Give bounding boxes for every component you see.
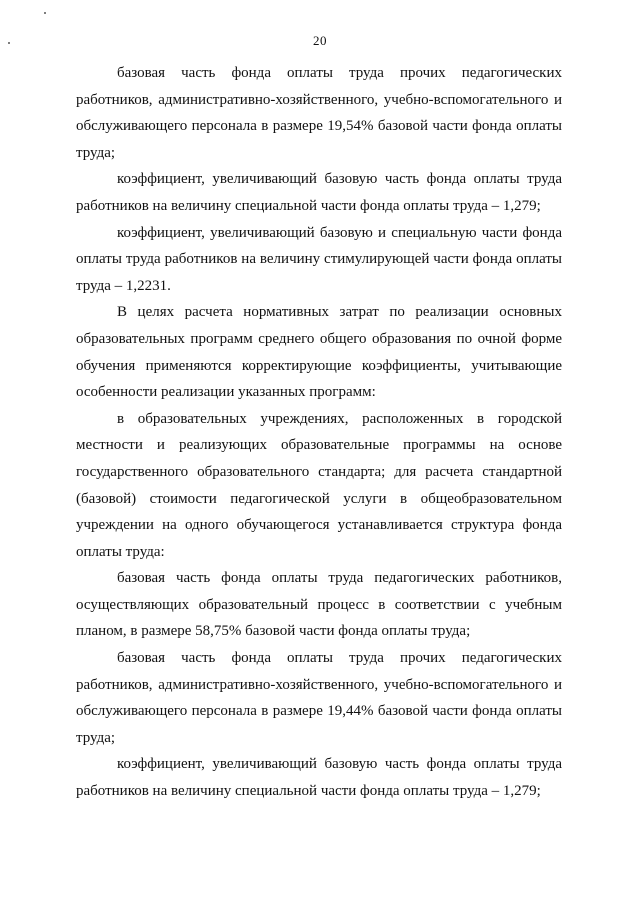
paragraph: В целях расчета нормативных затрат по реализации основных образовательных программ среднего общего образования по очной форме обучения применяются корректирующие коэффициенты, учитывающие особенности реализации указанных программ: <box>76 304 562 401</box>
document-body <box>76 60 562 805</box>
page-number: 20 <box>313 33 327 48</box>
paragraph: коэффициент, увеличивающий базовую часть фонда оплаты труда работников на величину специальной части фонда оплаты труда – 1,279; <box>76 171 562 214</box>
paragraph: базовая часть фонда оплаты труда педагогических работников, осуществляющих образовательный процесс в соответствии с учебным планом, в размере 58,75% базовой части фонда оплаты труда; <box>76 570 562 640</box>
scan-speck <box>44 12 46 14</box>
paragraph: базовая часть фонда оплаты труда прочих педагогических работников, административно-хозяйственного, учебно-вспомогательного и обслуживающего персонала в размере 19,54% базовой части фонда оплаты труда; <box>76 65 562 161</box>
paragraph: коэффициент, увеличивающий базовую часть фонда оплаты труда работников на величину специальной части фонда оплаты труда – 1,279; <box>76 756 562 800</box>
paragraph: коэффициент, увеличивающий базовую и специальную части фонда оплаты труда работников на величину стимулирующей части фонда оплаты труда – 1,2231. <box>76 224 562 294</box>
paragraph: базовая часть фонда оплаты труда прочих педагогических работников, административно-хозяйственного, учебно-вспомогательного и обслуживающего персонала в размере 19,44% базовой части фонда оплаты труда; <box>76 650 562 746</box>
paragraph: в образовательных учреждениях, расположенных в городской местности и реализующих образовательные программы на основе государственного образовательного стандарта; для расчета стандартной (базовой) стоимости педагогической услуги в общеобразовательном учреждении на одного обучающегося устанавливается структура фонда оплаты труда: <box>76 410 562 560</box>
